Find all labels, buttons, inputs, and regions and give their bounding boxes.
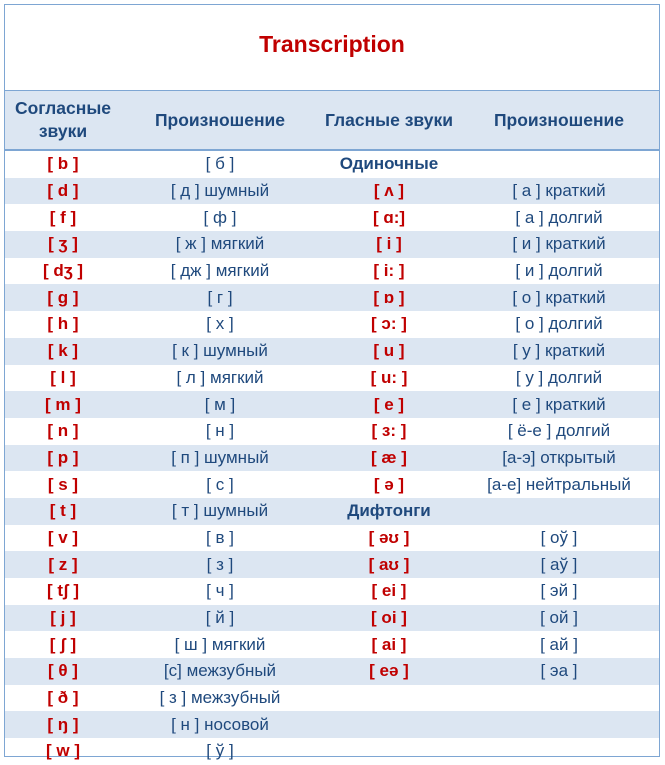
vowel-pronunciation: [ о ] долгий xyxy=(515,314,603,334)
vowel-symbol xyxy=(319,711,459,738)
consonant-symbol: [ d ] xyxy=(5,178,121,205)
consonant-symbol: [ z ] xyxy=(5,551,121,578)
consonant-pronunciation: [с] межзубный xyxy=(121,658,319,685)
table-row xyxy=(5,738,659,765)
consonant-pronunciation: [ м ] xyxy=(121,391,319,418)
consonant-symbol: [ h ] xyxy=(47,314,79,334)
vowel-symbol: [ ɜ: ] xyxy=(371,421,407,441)
consonant-pronunciation: [ ф ] xyxy=(203,207,237,227)
header-row xyxy=(5,91,659,150)
consonant-symbol: [ b ] xyxy=(47,154,79,174)
consonant-symbol: [ v ] xyxy=(47,527,79,547)
consonant-pronunciation: [ с ] xyxy=(206,474,234,494)
consonant-symbol: [ t ] xyxy=(5,498,121,525)
consonant-pronunciation: [ в ] xyxy=(206,527,234,547)
vowel-symbol: [ u ] xyxy=(319,338,459,365)
vowel-pronunciation: [а-э] открытый xyxy=(459,445,659,472)
consonant-pronunciation: [ з ] xyxy=(121,551,319,578)
header-vowel-pronunciation: Произношение xyxy=(459,91,659,150)
consonant-symbol: [ dʒ ] xyxy=(42,261,84,281)
table-row xyxy=(5,418,659,445)
consonant-pronunciation: [ б ] xyxy=(205,154,235,174)
vowel-pronunciation xyxy=(459,150,659,178)
table-row xyxy=(5,631,659,658)
vowel-symbol: [ ə ] xyxy=(373,474,405,494)
consonant-pronunciation: [ к ] шумный xyxy=(121,338,319,365)
vowel-pronunciation: [ ой ] xyxy=(459,605,659,632)
header-consonant-pronunciation: Произношение xyxy=(121,91,319,150)
consonant-symbol: [ w ] xyxy=(46,741,80,761)
vowel-pronunciation xyxy=(459,738,659,765)
table-row xyxy=(5,231,659,258)
consonant-pronunciation: [ з ] межзубный xyxy=(159,688,281,708)
consonant-symbol: [ θ ] xyxy=(5,658,121,685)
vowel-symbol: [ eə ] xyxy=(319,658,459,685)
vowel-pronunciation: [ а ] краткий xyxy=(459,178,659,205)
table-row xyxy=(5,551,659,578)
consonant-pronunciation: [ й ] xyxy=(121,605,319,632)
vowel-pronunciation xyxy=(459,685,659,712)
table-row xyxy=(5,605,659,632)
vowel-symbol: [ ɒ ] xyxy=(319,284,459,311)
consonant-pronunciation: [ н ] носовой xyxy=(121,711,319,738)
consonant-symbol: [ m ] xyxy=(5,391,121,418)
vowel-symbol: [ i: ] xyxy=(373,261,405,281)
consonant-pronunciation: [ н ] xyxy=(205,421,235,441)
consonant-symbol: [ f ] xyxy=(49,207,77,227)
table-row xyxy=(5,525,659,552)
table-row xyxy=(5,311,659,338)
vowel-pronunciation: [ ё-е ] долгий xyxy=(507,421,611,441)
vowel-pronunciation: [ оў ] xyxy=(540,527,578,547)
vowel-symbol: [ ʌ ] xyxy=(319,178,459,205)
table-row xyxy=(5,338,659,365)
vowel-symbol: [ oi ] xyxy=(319,605,459,632)
table-row xyxy=(5,498,659,525)
vowel-symbol: [ ɔ: ] xyxy=(371,314,407,334)
header-vowels: Гласные звуки xyxy=(319,91,459,150)
vowel-pronunciation: [ эй ] xyxy=(540,581,578,601)
table-row xyxy=(5,445,659,472)
vowel-pronunciation: [ у ] краткий xyxy=(459,338,659,365)
consonant-pronunciation: [ п ] шумный xyxy=(121,445,319,472)
consonant-pronunciation: [ л ] мягкий xyxy=(176,367,264,387)
vowel-symbol: [ ai ] xyxy=(371,634,407,654)
vowel-symbol: [ ɑ:] xyxy=(372,207,406,227)
vowel-symbol: [ e ] xyxy=(319,391,459,418)
consonant-pronunciation: [ ш ] мягкий xyxy=(174,634,266,654)
consonant-symbol: [ tʃ ] xyxy=(46,581,80,601)
consonant-pronunciation: [ т ] шумный xyxy=(121,498,319,525)
transcription-sheet xyxy=(4,4,660,761)
vowel-pronunciation: [ и ] краткий xyxy=(459,231,659,258)
vowel-symbol: [ aʊ ] xyxy=(319,551,459,578)
table-row xyxy=(5,578,659,605)
vowel-pronunciation: [ ай ] xyxy=(540,634,578,654)
consonant-pronunciation: [ д ] шумный xyxy=(121,178,319,205)
consonant-symbol: [ ð ] xyxy=(47,688,79,708)
header-consonants: Согласные звуки xyxy=(5,91,121,150)
vowel-symbol: [ ei ] xyxy=(371,581,407,601)
table-row xyxy=(5,471,659,498)
vowel-symbol: [ u: ] xyxy=(370,367,408,387)
title-area xyxy=(5,5,659,91)
vowel-section-label: Дифтонги xyxy=(319,498,459,525)
table-row xyxy=(5,391,659,418)
consonant-pronunciation: [ х ] xyxy=(206,314,234,334)
vowel-pronunciation: [ и ] долгий xyxy=(515,261,603,281)
table-row xyxy=(5,258,659,285)
consonant-symbol: [ g ] xyxy=(5,284,121,311)
consonant-symbol: [ s ] xyxy=(47,474,79,494)
consonant-pronunciation: [ ў ] xyxy=(206,741,234,761)
vowel-symbol xyxy=(319,685,459,712)
consonant-pronunciation: [ ж ] мягкий xyxy=(121,231,319,258)
table-row xyxy=(5,150,659,178)
vowel-pronunciation: [ о ] краткий xyxy=(459,284,659,311)
transcription-table xyxy=(5,91,659,765)
table-row xyxy=(5,365,659,392)
vowel-symbol: [ i ] xyxy=(319,231,459,258)
vowel-section-label: Одиночные xyxy=(339,154,439,174)
table-body xyxy=(5,150,659,765)
vowel-pronunciation: [ е ] краткий xyxy=(459,391,659,418)
table-row xyxy=(5,178,659,205)
vowel-pronunciation xyxy=(459,711,659,738)
consonant-symbol: [ p ] xyxy=(5,445,121,472)
page-title: Transcription xyxy=(259,31,405,57)
consonant-pronunciation: [ ч ] xyxy=(206,581,234,601)
consonant-symbol: [ ʒ ] xyxy=(5,231,121,258)
vowel-pronunciation: [ эа ] xyxy=(459,658,659,685)
table-row xyxy=(5,658,659,685)
vowel-pronunciation: [ аў ] xyxy=(459,551,659,578)
consonant-symbol: [ n ] xyxy=(47,421,79,441)
consonant-symbol: [ ŋ ] xyxy=(5,711,121,738)
consonant-symbol: [ k ] xyxy=(5,338,121,365)
vowel-pronunciation: [а-е] нейтральный xyxy=(487,474,631,494)
vowel-pronunciation: [ у ] долгий xyxy=(515,367,603,387)
vowel-pronunciation xyxy=(459,498,659,525)
table-row xyxy=(5,711,659,738)
consonant-symbol: [ j ] xyxy=(5,605,121,632)
consonant-pronunciation: [ г ] xyxy=(121,284,319,311)
table-row xyxy=(5,685,659,712)
vowel-symbol xyxy=(319,738,459,765)
table-row xyxy=(5,204,659,231)
consonant-symbol: [ l ] xyxy=(50,367,76,387)
vowel-symbol: [ əʊ ] xyxy=(368,527,410,547)
consonant-symbol: [ ʃ ] xyxy=(49,634,77,654)
consonant-pronunciation: [ дж ] мягкий xyxy=(170,261,270,281)
table-row xyxy=(5,284,659,311)
vowel-symbol: [ æ ] xyxy=(319,445,459,472)
vowel-pronunciation: [ а ] долгий xyxy=(515,207,603,227)
